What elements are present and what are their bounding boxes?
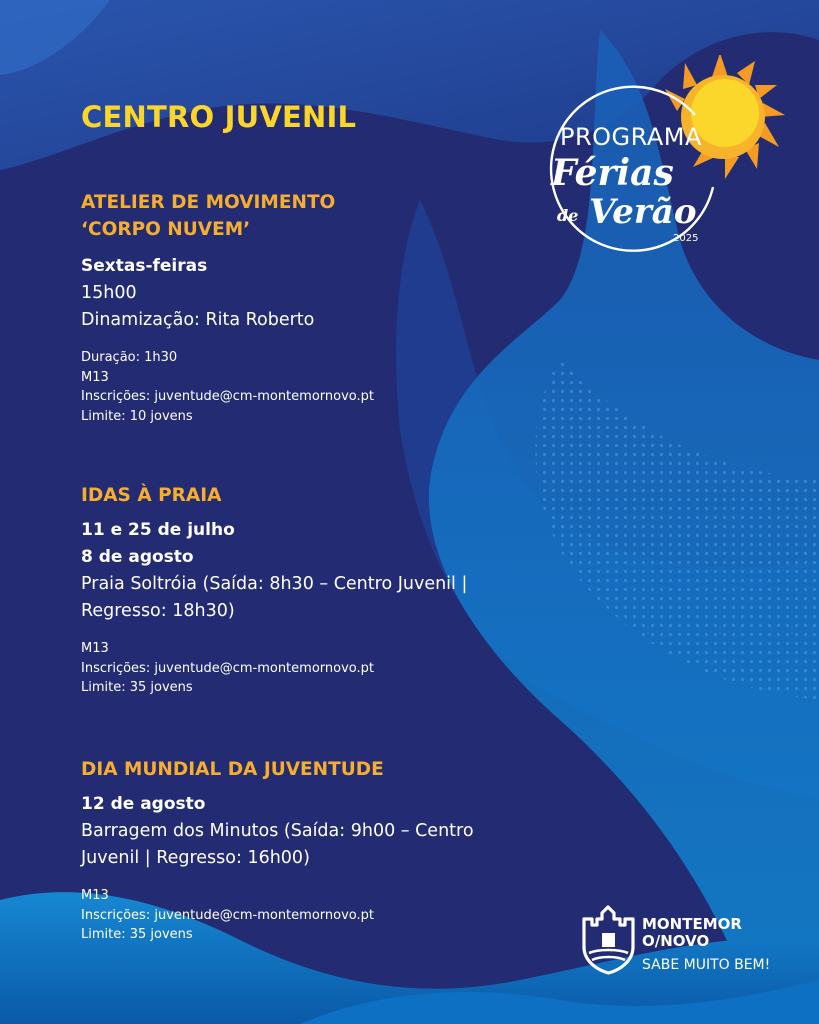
location-line: Praia Soltróia (Saída: 8h30 – Centro Juvenil |: [81, 574, 468, 594]
logo-year: 2025: [673, 233, 699, 244]
section-title-juventude: [81, 756, 384, 783]
section-title-atelier: [81, 189, 335, 243]
castle-shield-icon: [584, 907, 633, 973]
detail-age: M13: [81, 369, 109, 385]
schedule-date: 12 de agosto: [81, 794, 206, 814]
section-body-juventude: [81, 791, 551, 945]
location-line: Barragem dos Minutos (Saída: 9h00 – Centro: [81, 821, 474, 841]
logo-word-verao: Verão: [589, 192, 697, 232]
brand-name-line2: O/NOVO: [642, 932, 710, 950]
logo-word-ferias: Férias: [551, 152, 674, 194]
brand-name-line1: MONTEMOR: [642, 915, 742, 933]
section-title-line: ATELIER DE MOVIMENTO: [81, 192, 336, 213]
logo-word-programa: PROGRAMA: [560, 123, 702, 151]
page-title: CENTRO JUVENIL: [81, 100, 357, 134]
municipality-logo: [580, 905, 795, 975]
detail-limit: Limite: 35 jovens: [81, 927, 193, 942]
sun-icon: [665, 55, 785, 179]
detail-limit: Limite: 35 jovens: [81, 680, 193, 695]
schedule-date: 8 de agosto: [81, 547, 194, 567]
detail-age: M13: [81, 888, 109, 903]
detail-duration: Duração: 1h30: [81, 350, 178, 365]
section-title-line: DIA MUNDIAL DA JUVENTUDE: [81, 759, 384, 780]
facilitator: Dinamização: Rita Roberto: [81, 310, 315, 330]
logo-word-de: de: [557, 206, 579, 225]
program-logo: [545, 55, 790, 255]
section-title-line: IDAS À PRAIA: [81, 485, 222, 506]
section-body-atelier: [81, 253, 551, 426]
location-line: Juvenil | Regresso: 16h00): [81, 848, 310, 868]
schedule-date: 11 e 25 de julho: [81, 520, 235, 540]
schedule-time: 15h00: [81, 283, 137, 303]
detail-registration: Inscrições: juventude@cm-montemornovo.pt: [81, 660, 374, 676]
schedule-day: Sextas-feiras: [81, 256, 208, 276]
detail-age: M13: [81, 641, 109, 656]
section-title-praia: [81, 482, 221, 509]
brand-slogan: SABE MUITO BEM!: [642, 957, 771, 973]
detail-limit: Limite: 10 jovens: [81, 408, 193, 424]
detail-registration: Inscrições: juventude@cm-montemornovo.pt: [81, 907, 374, 923]
section-title-line: ‘CORPO NUVEM’: [81, 219, 251, 240]
location-line: Regresso: 18h30): [81, 601, 235, 621]
detail-registration: Inscrições: juventude@cm-montemornovo.pt: [81, 389, 374, 404]
section-body-praia: [81, 517, 551, 698]
